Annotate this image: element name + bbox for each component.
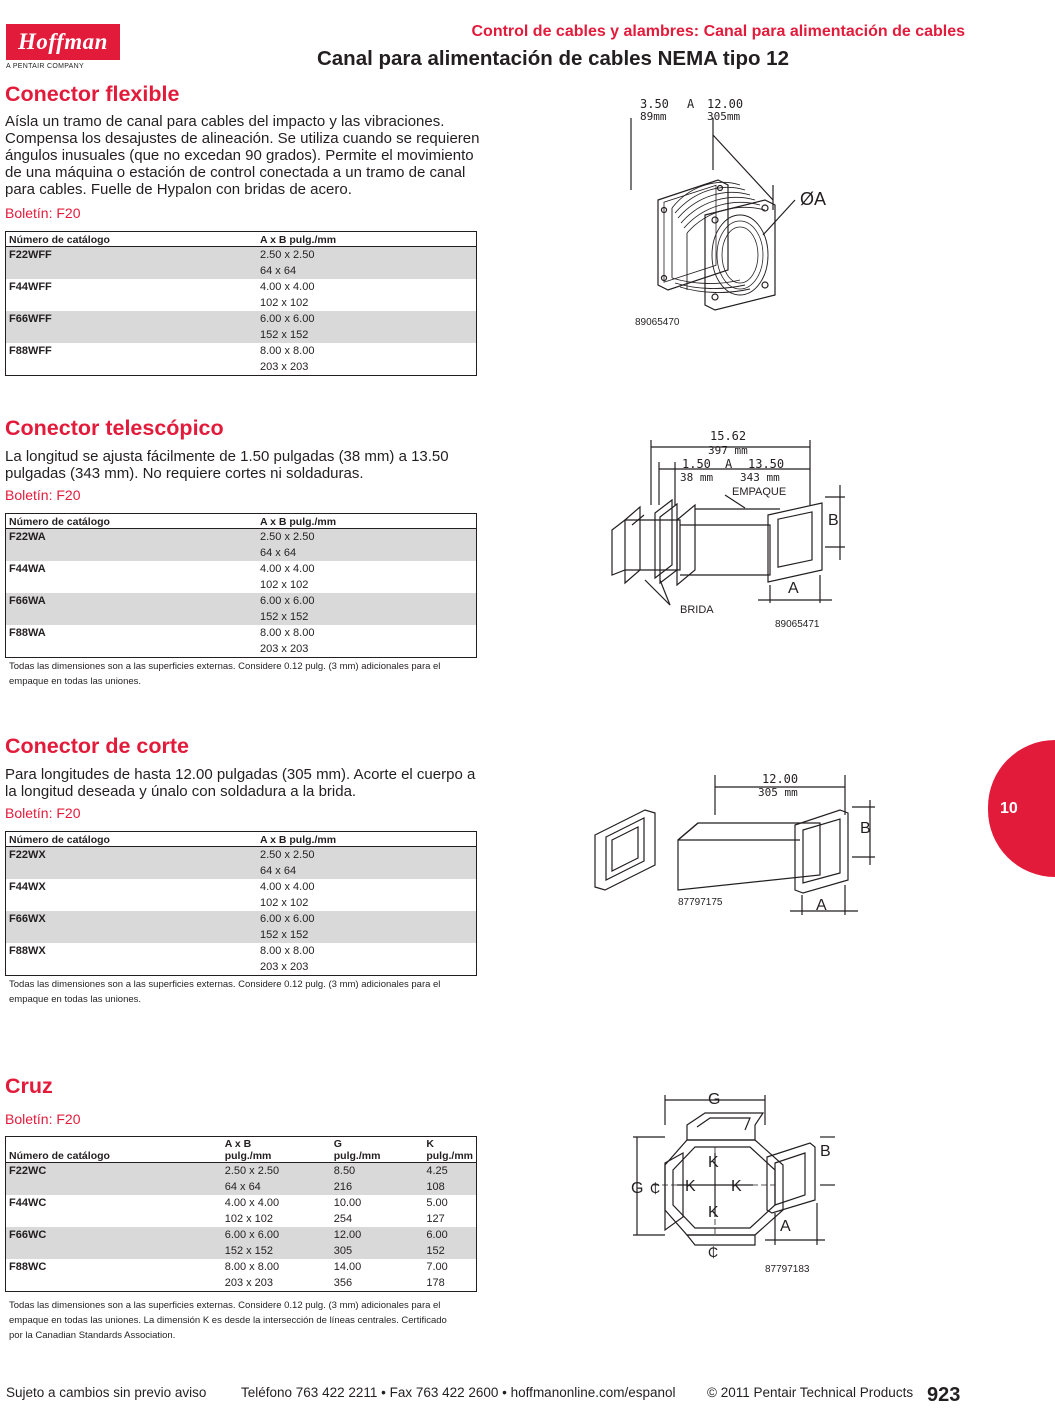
svg-text:K: K: [708, 1154, 719, 1171]
svg-text:87797183: 87797183: [765, 1264, 810, 1275]
column-header: A x B pulg./mm: [257, 832, 477, 847]
table-row: F66WA 6.00 x 6.00 152 x 152: [6, 593, 477, 625]
svg-text:89mm: 89mm: [640, 110, 667, 123]
flexible-connector-diagram: [600, 90, 860, 340]
svg-text:A: A: [780, 1218, 791, 1235]
page-title: Canal para alimentación de cables NEMA tipo 12: [316, 47, 789, 70]
svg-text:38 mm: 38 mm: [680, 471, 714, 484]
section-description: Aísla un tramo de canal para cables del impacto y las vibraciones. Compensa los desajustes de alineación. Se utiliza cuando se requieren ángulos inusuales (que no excedan 90 grados). Permite el movimiento de una máquina o estación de control conectada a un tramo de canal para cables. Fuelle de Hypalon con bridas de acero.: [5, 113, 480, 198]
svg-text:ØA: ØA: [800, 189, 827, 209]
column-header: K pulg./mm: [423, 1137, 476, 1163]
dimension-note: Todas las dimensiones son a las superficies externas. Considere 0.12 pulg. (3 mm) adicionales para el empaque en todas las uniones. La dimensión K es desde la intersección de líneas centrales. Certificado por la Canadian Standards Association.: [9, 1300, 447, 1341]
svg-text:305 mm: 305 mm: [758, 786, 798, 799]
logo-subtitle: A PENTAIR COMPANY: [6, 63, 84, 70]
section-title-cross: Cruz: [5, 1074, 53, 1098]
footer-contact: Teléfono 763 422 2211 • Fax 763 422 2600 • hoffmanonline.com/espanol: [241, 1385, 676, 1400]
column-header: A x B pulg./mm: [257, 232, 477, 247]
svg-text:B: B: [820, 1143, 831, 1160]
catalog-table: [5, 831, 477, 976]
svg-text:89065470: 89065470: [635, 317, 680, 328]
catalog-table: [5, 513, 477, 658]
bulletin-label: Boletín: F20: [5, 205, 81, 221]
svg-text:B: B: [860, 820, 871, 837]
header-category: Control de cables y alambres: Canal para alimentación de cables: [471, 23, 965, 40]
table-row: F88WX 8.00 x 8.00 203 x 203: [9, 945, 315, 973]
svg-text:89065471: 89065471: [775, 619, 820, 630]
table-row: F22WC 2.50 x 2.50 64 x 64 8.50 216 4.25 108: [6, 1163, 477, 1196]
table-row: F22WFF 2.50 x 2.50 64 x 64: [6, 247, 477, 280]
svg-text:B: B: [828, 512, 839, 529]
section-description: Para longitudes de hasta 12.00 pulgadas (305 mm). Acorte el cuerpo a la longitud deseada y únalo con soldadura a la brida.: [5, 766, 476, 800]
table-row: F44WFF 4.00 x 4.00 102 x 102: [9, 281, 315, 309]
footer-disclaimer: Sujeto a cambios sin previo aviso: [6, 1385, 207, 1400]
svg-text:13.50: 13.50: [748, 457, 785, 471]
chapter-number: 10: [1000, 800, 1018, 817]
svg-text:343 mm: 343 mm: [740, 471, 780, 484]
telescopic-connector-diagram: [600, 425, 870, 635]
svg-text:BRIDA: BRIDA: [680, 604, 714, 616]
svg-text:1.50: 1.50: [682, 457, 711, 471]
bulletin-label: Boletín: F20: [5, 487, 81, 503]
svg-text:15.62: 15.62: [710, 429, 747, 443]
svg-text:K: K: [708, 1204, 719, 1221]
svg-text:397 mm: 397 mm: [708, 444, 748, 457]
table-row: F44WA 4.00 x 4.00 102 x 102: [9, 563, 315, 591]
column-header: Número de catálogo: [6, 232, 258, 247]
svg-text:K: K: [685, 1178, 696, 1195]
hoffman-logo: Hoffman: [6, 24, 120, 60]
section-title-flexible: Conector flexible: [5, 82, 180, 106]
table-row: F22WX 2.50 x 2.50 64 x 64: [6, 847, 477, 880]
svg-text:EMPAQUE: EMPAQUE: [732, 486, 787, 498]
table-row: F44WC 4.00 x 4.00 102 x 102 10.00 254 5.00 127: [9, 1197, 448, 1225]
footer-copyright: © 2011 Pentair Technical Products: [707, 1385, 914, 1400]
svg-text:12.00: 12.00: [707, 97, 744, 111]
column-header: Número de catálogo: [6, 514, 258, 529]
table-row: F66WC 6.00 x 6.00 152 x 152 12.00 305 6.00 152: [6, 1227, 477, 1259]
column-header: Número de catálogo: [6, 1137, 222, 1163]
svg-text:G: G: [708, 1091, 721, 1108]
svg-text:A: A: [788, 580, 799, 597]
table-row: F66WX 6.00 x 6.00 152 x 152: [6, 911, 477, 943]
column-header: A x B pulg./mm: [222, 1137, 331, 1163]
svg-text:A: A: [816, 897, 827, 914]
catalog-table: [5, 231, 477, 376]
page-number: 923: [927, 1384, 961, 1406]
chapter-tab: [988, 740, 1055, 877]
svg-text:12.00: 12.00: [762, 772, 799, 786]
svg-text:305mm: 305mm: [707, 110, 741, 123]
svg-text:3.50: 3.50: [640, 97, 669, 111]
column-header: G pulg./mm: [331, 1137, 424, 1163]
table-row: F66WFF 6.00 x 6.00 152 x 152: [6, 311, 477, 343]
svg-text:A: A: [725, 457, 733, 471]
column-header: A x B pulg./mm: [257, 514, 477, 529]
svg-text:A: A: [687, 97, 695, 111]
section-description: La longitud se ajusta fácilmente de 1.50 pulgadas (38 mm) a 13.50 pulgadas (343 mm). No requiere cortes ni soldaduras.: [5, 448, 449, 482]
table-row: F88WC 8.00 x 8.00 203 x 203 14.00 356 7.00 178: [9, 1261, 448, 1289]
cut-connector-diagram: [590, 765, 890, 925]
section-title-telescopic: Conector telescópico: [5, 416, 224, 440]
table-row: F22WA 2.50 x 2.50 64 x 64: [6, 529, 477, 562]
svg-text:87797175: 87797175: [678, 897, 723, 908]
bulletin-label: Boletín: F20: [5, 1111, 81, 1127]
dimension-note: Todas las dimensiones son a las superficies externas. Considere 0.12 pulg. (3 mm) adicionales para el empaque en todas las uniones.: [9, 661, 441, 687]
svg-text:₵: ₵: [650, 1180, 661, 1196]
table-row: F44WX 4.00 x 4.00 102 x 102: [9, 881, 315, 909]
svg-text:G: G: [631, 1180, 644, 1197]
dimension-note: Todas las dimensiones son a las superficies externas. Considere 0.12 pulg. (3 mm) adicionales para el empaque en todas las uniones.: [9, 979, 441, 1005]
table-row: F88WFF 8.00 x 8.00 203 x 203: [9, 345, 315, 373]
svg-text:₵: ₵: [708, 1244, 719, 1260]
cross-diagram: [625, 1085, 845, 1280]
svg-text:K: K: [731, 1178, 742, 1195]
bulletin-label: Boletín: F20: [5, 805, 81, 821]
section-title-cut: Conector de corte: [5, 734, 189, 758]
table-row: F88WA 8.00 x 8.00 203 x 203: [9, 627, 315, 655]
column-header: Número de catálogo: [6, 832, 258, 847]
catalog-table: [5, 1136, 477, 1292]
